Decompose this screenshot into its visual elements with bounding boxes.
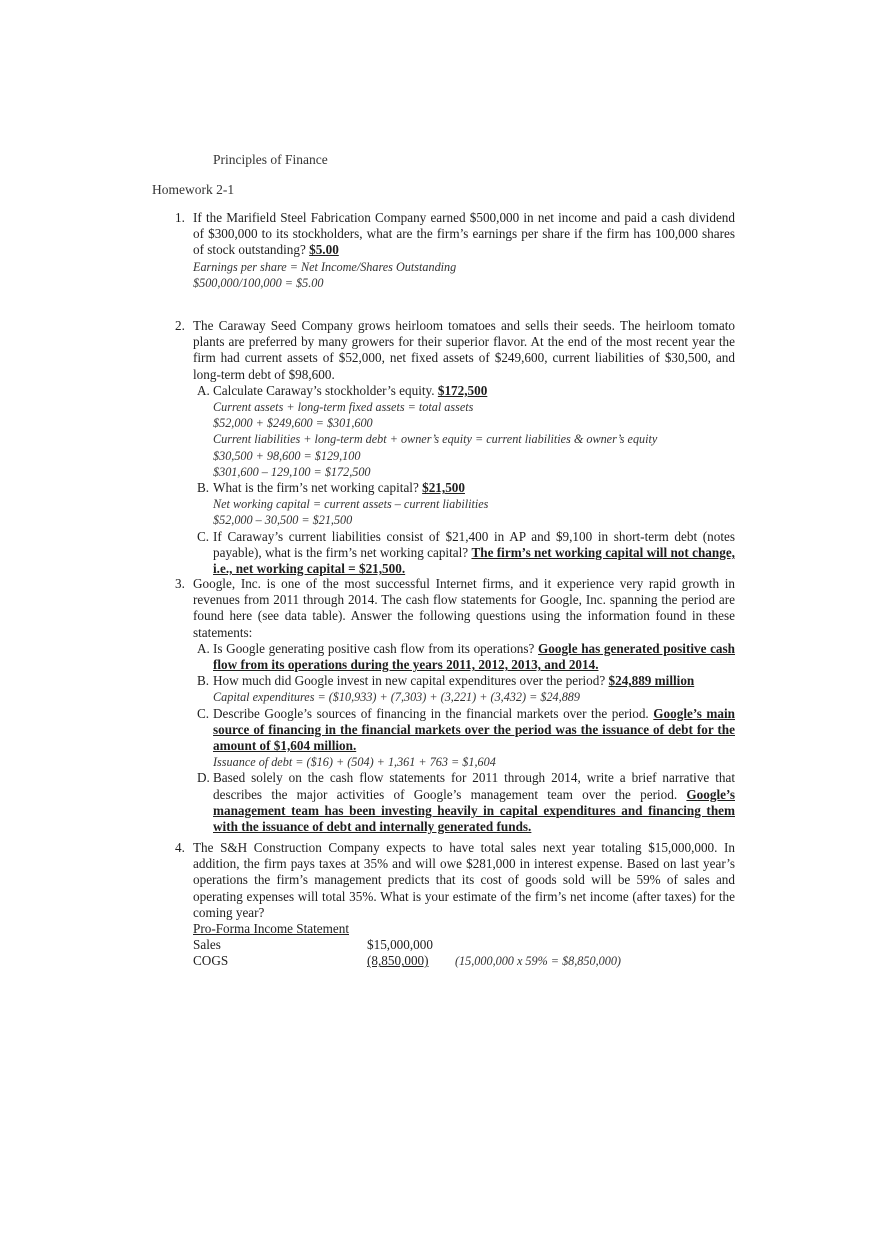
row-label: COGS (193, 953, 229, 969)
question-text: If the Marifield Steel Fabrication Company earned $500,000 in net income and paid a cash dividend of $300,000 to its stockholders, what are the firm’s earnings per share if the firm has 100,000 shares of stock outstanding? (193, 210, 735, 258)
part-letter: A. (197, 640, 210, 656)
question-text: Google, Inc. is one of the most successful Internet firms, and it experience very rapid growth in revenues from 2011 through 2014. The cash flow statements for Google, Inc. spanning the period are found here (see data table). Answer the following questions using the information found in these statements: (193, 576, 735, 640)
work-line: Capital expenditures = ($10,933) + (7,303) + (3,221) + (3,432) = $24,889 (213, 690, 580, 705)
row-value: $15,000,000 (367, 937, 433, 953)
question-number: 4. (175, 840, 185, 855)
part-letter: C. (197, 705, 210, 721)
question-2 (175, 318, 735, 577)
work-line: Net working capital = current assets – current liabilities (213, 497, 489, 512)
answer: $5.00 (309, 242, 339, 258)
question-1 (175, 210, 735, 291)
part-text: Calculate Caraway’s stockholder’s equity. (213, 382, 438, 398)
part-c (197, 529, 735, 578)
work-line: $30,500 + 98,600 = $129,100 (213, 448, 361, 463)
answer: The firm’s net working capital will not change, i.e., net working capital = $21,500. (213, 544, 735, 577)
work-line: Current liabilities + long-term debt + owner’s equity = current liabilities & owner’s equity (213, 432, 658, 447)
question-3 (175, 576, 735, 835)
answer: Google has generated positive cash flow from its operations during the years 2011, 2012, 2013, and 2014. (213, 640, 735, 673)
part-letter: D. (197, 770, 210, 786)
question-number: 1. (175, 210, 185, 225)
answer: $21,500 (422, 480, 465, 496)
row-value: (8,850,000) (367, 953, 429, 969)
question-text: The Caraway Seed Company grows heirloom tomatoes and sells their seeds. The heirloom tomato plants are preferred by many growers for their superior flavor. At the end of the most recent year the firm had current assets of $52,000, net fixed assets of $249,600, current liabilities of $30,500, and long-term debt of $98,600. (193, 318, 735, 382)
part-letter: B. (197, 673, 210, 689)
part-letter: C. (197, 528, 210, 544)
part-text: Based solely on the cash flow statements for 2011 through 2014, write a brief narrative that describes the major activities of Google’s management team over the period. (213, 770, 735, 802)
answer: Google’s main source of financing in the financial markets over the period was the issuance of debt for the amount of $1,604 million. (213, 705, 736, 754)
assignment-title: Homework 2-1 (152, 182, 235, 197)
part-letter: A. (197, 382, 210, 398)
part-a (197, 383, 735, 480)
part-text: Describe Google’s sources of financing in the financial markets over the period. (213, 705, 654, 721)
question-text: The S&H Construction Company expects to have total sales next year totaling $15,000,000. In addition, the firm pays taxes at 35% and will owe $281,000 in interest expense. Based on last year’s operations the firm’s management predicts that its cost of goods sold will be 59% of sales and operating expenses will total 35%. What is your estimate of the firm’s net income (after taxes) for the coming year? (193, 840, 735, 920)
part-d (197, 770, 735, 835)
work-line: $52,000 + $249,600 = $301,600 (213, 416, 373, 431)
question-4 (175, 840, 735, 970)
part-text: If Caraway’s current liabilities consist of $21,400 in AP and $9,100 in short-term debt (notes payable), what is the firm’s net working capital? (213, 528, 735, 560)
question-number: 2. (175, 318, 185, 333)
row-note: (15,000,000 x 59% = $8,850,000) (455, 954, 621, 969)
part-text: Is Google generating positive cash flow from its operations? (213, 640, 539, 656)
work-line: Current assets + long-term fixed assets = total assets (213, 400, 474, 415)
income-statement-table (193, 937, 735, 969)
part-c (197, 706, 735, 771)
row-note (467, 937, 735, 953)
answer: $172,500 (437, 382, 488, 398)
answer: $24,889 million (608, 673, 695, 689)
part-text: What is the firm’s net working capital? (213, 480, 423, 496)
part-a (197, 641, 735, 673)
question-number: 3. (175, 576, 185, 591)
work-line: Issuance of debt = ($16) + (504) + 1,361 + 763 = $1,604 (213, 755, 496, 770)
part-text: How much did Google invest in new capital expenditures over the period? (213, 673, 609, 689)
work-line: $301,600 – 129,100 = $172,500 (213, 464, 371, 479)
work-line: Earnings per share = Net Income/Shares Outstanding (193, 259, 457, 274)
part-b (197, 673, 735, 705)
work-line: $500,000/100,000 = $5.00 (193, 275, 324, 290)
work-line: $52,000 – 30,500 = $21,500 (213, 513, 353, 528)
course-title: Principles of Finance (213, 152, 328, 167)
table-title: Pro-Forma Income Statement (193, 921, 350, 937)
row-label: Sales (193, 937, 221, 953)
part-letter: B. (197, 480, 210, 496)
answer: Google’s management team has been investing heavily in capital expenditures and financing them with the issuance of debt and internally generated funds. (213, 786, 735, 835)
part-b (197, 480, 735, 529)
